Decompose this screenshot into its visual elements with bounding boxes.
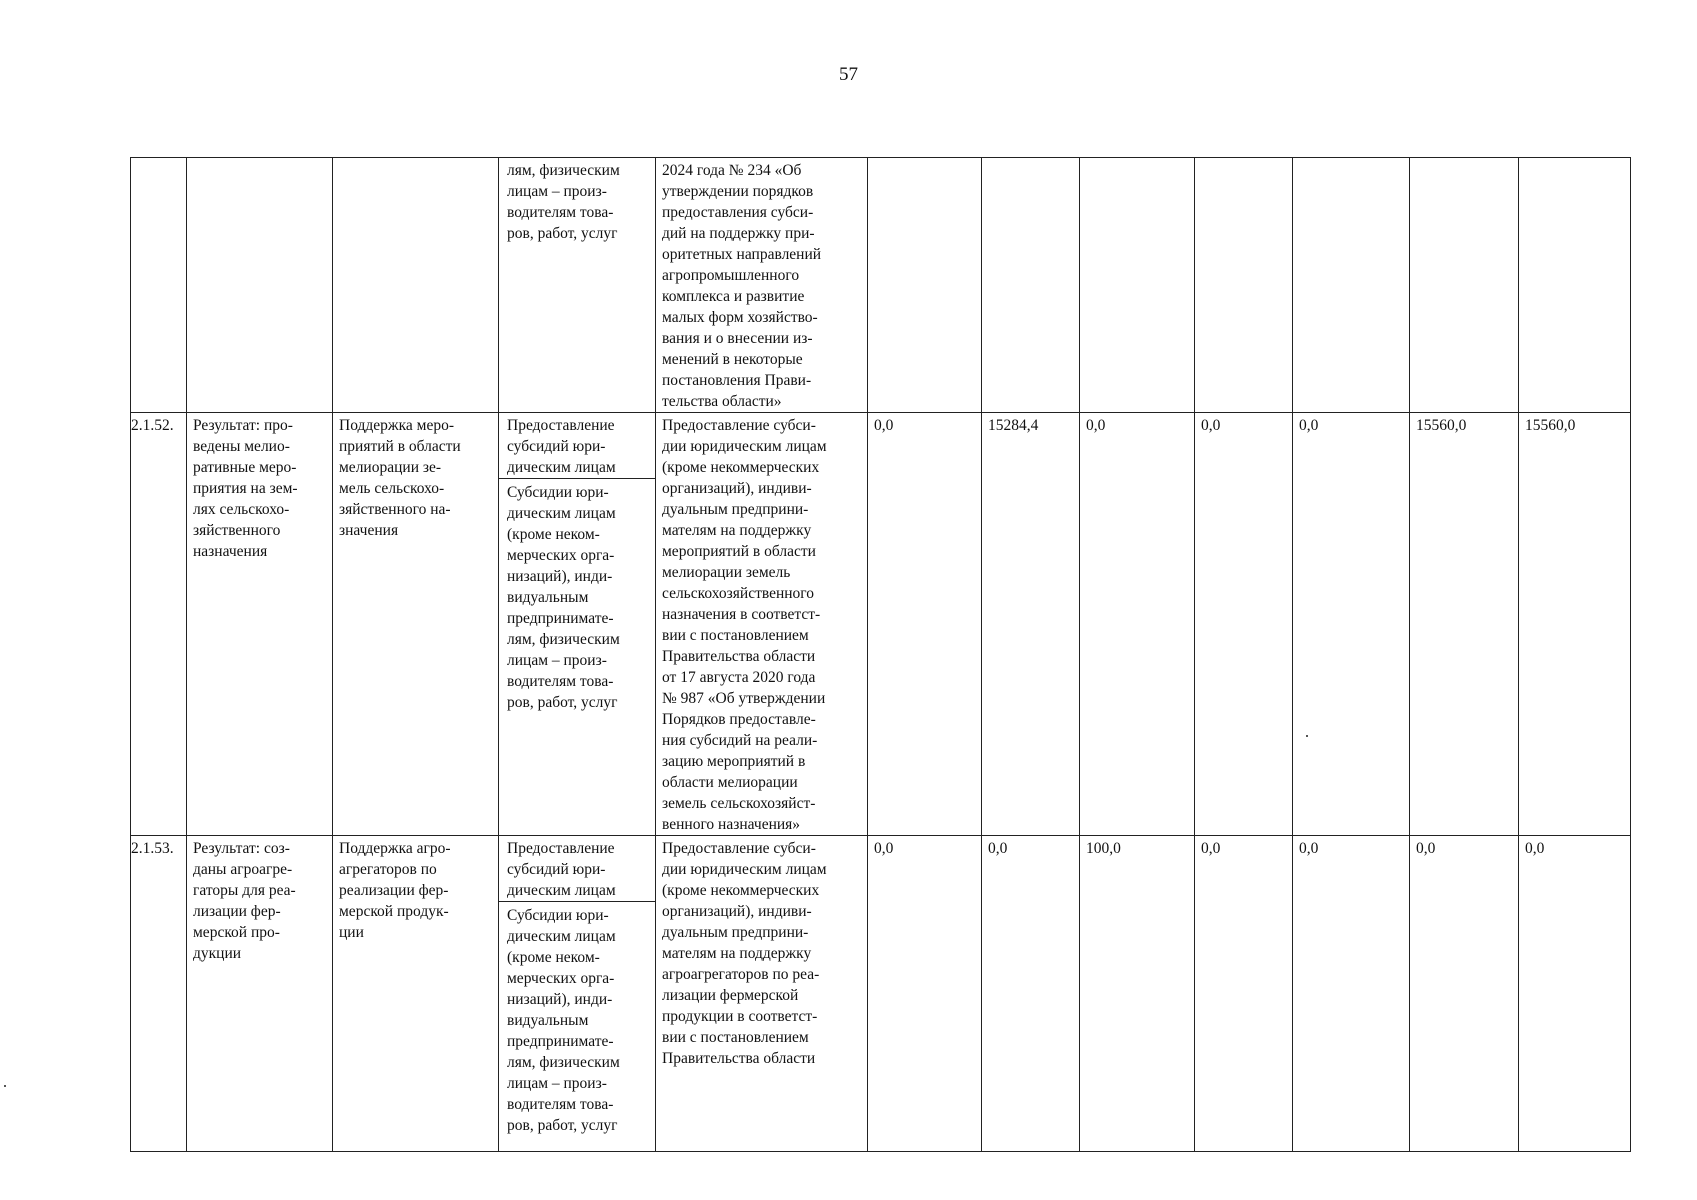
row-value-7 bbox=[1519, 158, 1631, 413]
row-value-1: 0,0 bbox=[868, 836, 982, 1152]
row-value-6 bbox=[1410, 158, 1519, 413]
row-value-3 bbox=[1080, 158, 1195, 413]
row-result: Результат: про- ведены мелио- ративные меро- приятия на зем- лях сельскохо- зяйственного назначения bbox=[187, 413, 333, 836]
row-value-2: 0,0 bbox=[982, 836, 1080, 1152]
row-result: Результат: соз- даны агроагре- гаторы для реа- лизации фер- мерской про- дукции bbox=[187, 836, 333, 1152]
row-value-4: 0,0 bbox=[1195, 836, 1293, 1152]
row-activity: Поддержка агро- агрегаторов по реализации фер- мерской продук- ции bbox=[333, 836, 499, 1152]
row-value-5: 0,0 bbox=[1293, 836, 1410, 1152]
row-type bbox=[499, 413, 656, 836]
row-value-1 bbox=[868, 158, 982, 413]
row-value-3: 0,0 bbox=[1080, 413, 1195, 836]
table-row bbox=[131, 158, 1631, 413]
row-activity bbox=[333, 158, 499, 413]
row-value-5 bbox=[1293, 158, 1410, 413]
table-row bbox=[131, 413, 1631, 836]
row-value-2: 15284,4 bbox=[982, 413, 1080, 836]
row-value-6: 0,0 bbox=[1410, 836, 1519, 1152]
row-value-4: 0,0 bbox=[1195, 413, 1293, 836]
row-description: 2024 года № 234 «Об утверждении порядков предоставления субси- дий на поддержку при- оритетных направлений агропромышленного комплекса и развитие малых форм хозяйство- вания и о внесении из- менений в некоторые постановления Прави- тельства области» bbox=[656, 158, 868, 413]
page-number: 57 bbox=[839, 64, 858, 85]
row-value-4 bbox=[1195, 158, 1293, 413]
row-code bbox=[131, 158, 187, 413]
budget-table bbox=[130, 157, 1631, 1152]
row-type-top: Предоставление субсидий юри- дическим лицам bbox=[499, 838, 655, 902]
row-value-3: 100,0 bbox=[1080, 836, 1195, 1152]
scan-speck bbox=[1306, 735, 1308, 737]
table-row bbox=[131, 836, 1631, 1152]
row-description: Предоставление субси- дии юридическим лицам (кроме некоммерческих организаций), индиви- дуальным предприни- мателям на поддержку мероприятий в области мелиорации земель сельскохозяйственного назначения в соответст- вии с постановлением Правительства области от 17 августа 2020 года № 987 «Об утверждении Порядков предоставле- ния субсидий на реали- зацию мероприятий в области мелиорации земель сельскохозяйст- венного назначения» bbox=[656, 413, 868, 836]
row-type bbox=[499, 158, 656, 413]
row-value-2 bbox=[982, 158, 1080, 413]
row-type-bottom: Субсидии юри- дическим лицам (кроме неком- мерческих орга- низаций), инди- видуальным предпринимате- лям, физическим лицам – произ- водителям това- ров, работ, услуг bbox=[507, 907, 620, 1134]
row-code: 2.1.53. bbox=[131, 836, 187, 1152]
row-type-bottom: Субсидии юри- дическим лицам (кроме неком- мерческих орга- низаций), инди- видуальным предпринимате- лям, физическим лицам – произ- водителям това- ров, работ, услуг bbox=[507, 484, 620, 711]
row-type bbox=[499, 836, 656, 1152]
row-value-7: 0,0 bbox=[1519, 836, 1631, 1152]
row-type-top: лям, физическим лицам – произ- водителям това- ров, работ, услуг bbox=[507, 162, 620, 242]
row-activity: Поддержка меро- приятий в области мелиорации зе- мель сельскохо- зяйственного на- значения bbox=[333, 413, 499, 836]
row-value-1: 0,0 bbox=[868, 413, 982, 836]
row-type-top: Предоставление субсидий юри- дическим лицам bbox=[499, 415, 655, 479]
row-result bbox=[187, 158, 333, 413]
scan-speck bbox=[4, 1085, 6, 1087]
row-value-6: 15560,0 bbox=[1410, 413, 1519, 836]
row-code: 2.1.52. bbox=[131, 413, 187, 836]
row-value-5: 0,0 bbox=[1293, 413, 1410, 836]
row-description: Предоставление субси- дии юридическим лицам (кроме некоммерческих организаций), индиви- дуальным предприни- мателям на поддержку агроагрегаторов по реа- лизации фермерской продукции в соответст- вии с постановлением Правительства области bbox=[656, 836, 868, 1152]
row-value-7: 15560,0 bbox=[1519, 413, 1631, 836]
